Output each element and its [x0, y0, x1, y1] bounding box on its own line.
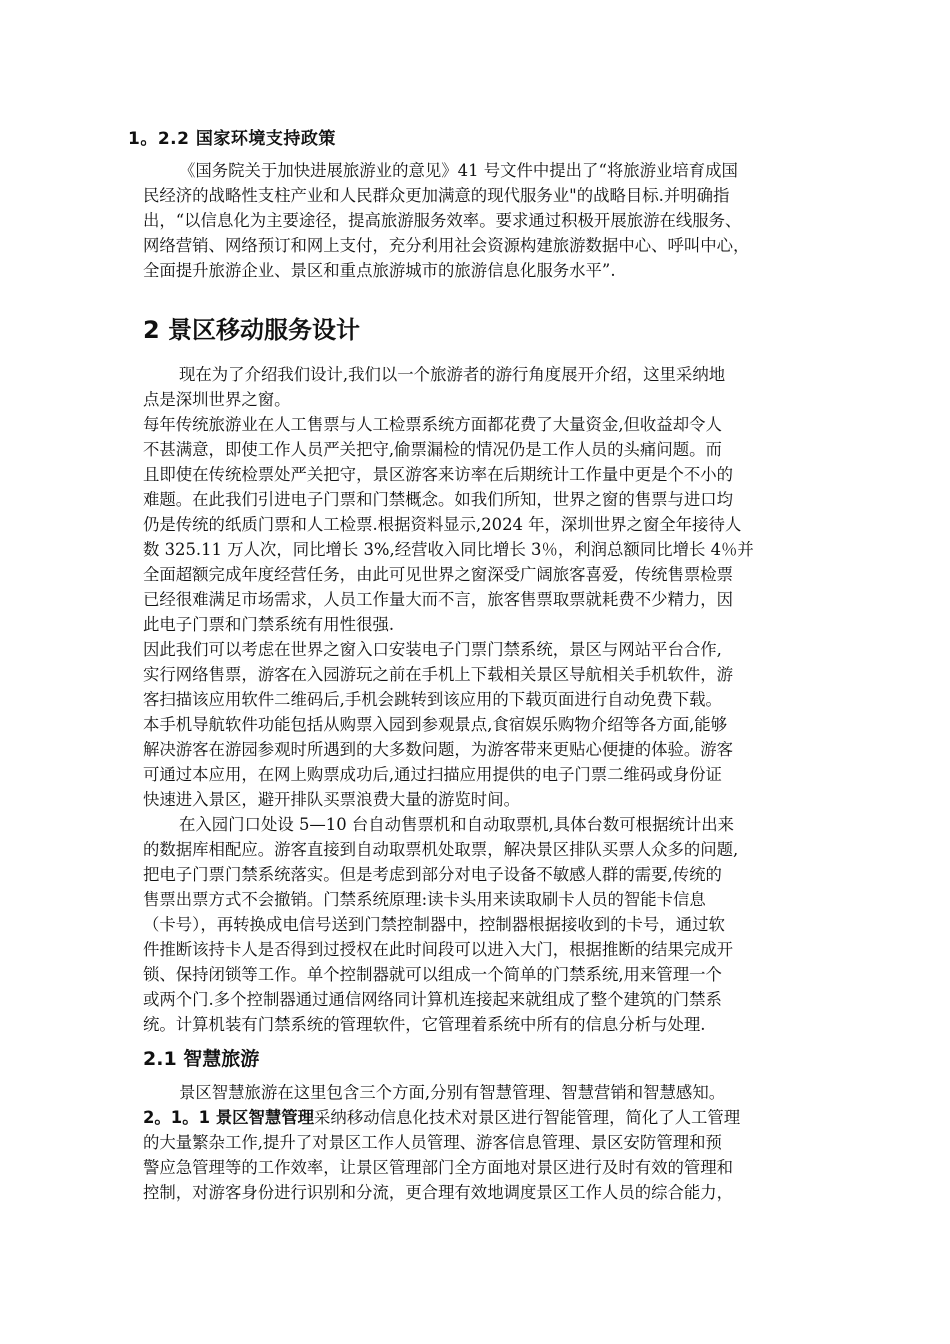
text-line: 在入园门口处设 5—10 台自动售票机和自动取票机,具体台数可根据统计出来	[179, 815, 735, 834]
section-2-1-body	[143, 1080, 843, 1205]
text-line: 的大量繁杂工作,提升了对景区工作人员管理、游客信息管理、景区安防管理和预	[143, 1133, 722, 1152]
text-line: 件推断该持卡人是否得到过授权在此时间段可以进入大门，根据推断的结果完成开	[143, 940, 734, 959]
text-line: 此电子门票和门禁系统有用性很强.	[143, 615, 395, 634]
text-line: 景区智慧旅游在这里包含三个方面,分别有智慧管理、智慧营销和智慧感知。	[179, 1083, 726, 1102]
chapter-heading-2: 2 景区移动服务设计	[143, 316, 361, 344]
text-run: 采纳移动信息化技术对景区进行智能管理，简化了人工管理	[314, 1108, 741, 1127]
text-line: 网络营销、网络预订和网上支付，充分利用社会资源构建旅游数据中心、呼叫中心，	[143, 236, 750, 255]
text-line: （卡号），再转换成电信号送到门禁控制器中，控制器根据接收到的卡号，通过软	[143, 915, 725, 934]
text-line: 控制，对游客身份进行识别和分流，更合理有效地调度景区工作人员的综合能力，	[143, 1183, 734, 1202]
text-line: 快速进入景区，避开排队买票浪费大量的游览时间。	[143, 790, 520, 809]
text-line: 警应急管理等的工作效率，让景区管理部门全方面地对景区进行及时有效的管理和	[143, 1158, 734, 1177]
text-line: 全面超额完成年度经营任务，由此可见世界之窗深受广阔旅客喜爱，传统售票检票	[143, 565, 734, 584]
text-line: 且即使在传统检票处严关把守，景区游客来访率在后期统计工作量中更是个不小的	[143, 465, 734, 484]
text-line: 已经很难满足市场需求，人员工作量大而不言，旅客售票取票就耗费不少精力，因	[143, 590, 734, 609]
text-line: 把电子门票门禁系统落实。但是考虑到部分对电子设备不敏感人群的需要,传统的	[143, 865, 722, 884]
text-line: 现在为了介绍我们设计,我们以一个旅游者的游行角度展开介绍，这里采纳地	[179, 365, 726, 384]
text-line: 可通过本应用，在网上购票成功后,通过扫描应用提供的电子门票二维码或身份证	[143, 765, 722, 784]
subsection-heading-2-1-1: 2。1。1 景区智慧管理	[143, 1108, 315, 1127]
text-line: 不甚满意，即使工作人员严关把守,偷票漏检的情况仍是工作人员的头痛问题。而	[143, 440, 722, 459]
text-line: 或两个门.多个控制器通过通信网络同计算机连接起来就组成了整个建筑的门禁系	[143, 990, 722, 1009]
policy-paragraph	[143, 158, 843, 283]
text-line: 的数据库相配应。游客直接到自动取票机处取票，解决景区排队买票人众多的问题,	[143, 840, 739, 859]
text-line: 统。计算机装有门禁系统的管理软件，它管理着系统中所有的信息分析与处理.	[143, 1015, 706, 1034]
text-line: 客扫描该应用软件二维码后,手机会跳转到该应用的下载页面进行自动免费下载。	[143, 690, 722, 709]
section-heading-1-2-2: 1。2.2 国家环境支持政策	[128, 129, 336, 149]
text-line	[143, 1105, 843, 1130]
text-line: 本手机导航软件功能包括从购票入园到参观景点,食宿娱乐购物介绍等各方面,能够	[143, 715, 728, 734]
text-line: 仍是传统的纸质门票和人工检票.根据资料显示,2024 年，深圳世界之窗全年接待人	[143, 515, 742, 534]
text-line: 点是深圳世界之窗。	[143, 390, 291, 409]
chapter-2-body	[143, 362, 843, 1037]
text-line: 出，“以信息化为主要途径，提高旅游服务效率。要求通过积极开展旅游在线服务、	[143, 211, 742, 230]
section-heading-2-1: 2.1 智慧旅游	[143, 1048, 260, 1070]
text-line: 全面提升旅游企业、景区和重点旅游城市的旅游信息化服务水平”.	[143, 261, 616, 280]
text-line: 《国务院关于加快进展旅游业的意见》41 号文件中提出了“将旅游业培育成国	[179, 161, 738, 180]
text-line: 数 325.11 万人次，同比增长 3%,经营收入同比增长 3％，利润总额同比增长 4％并	[143, 540, 754, 559]
text-line: 售票出票方式不会撤销。门禁系统原理:读卡头用来读取刷卡人员的智能卡信息	[143, 890, 706, 909]
text-line: 民经济的战略性支柱产业和人民群众更加满意的现代服务业"的战略目标.并明确指	[143, 186, 730, 205]
text-line: 解决游客在游园参观时所遇到的大多数问题，为游客带来更贴心便捷的体验。游客	[143, 740, 734, 759]
text-line: 每年传统旅游业在人工售票与人工检票系统方面都花费了大量资金,但收益却令人	[143, 415, 722, 434]
text-line: 难题。在此我们引进电子门票和门禁概念。如我们所知，世界之窗的售票与进口均	[143, 490, 734, 509]
text-line: 因此我们可以考虑在世界之窗入口安装电子门票门禁系统，景区与网站平台合作,	[143, 640, 722, 659]
text-line: 实行网络售票，游客在入园游玩之前在手机上下载相关景区导航相关手机软件，游	[143, 665, 734, 684]
text-line: 锁、保持闭锁等工作。单个控制器就可以组成一个简单的门禁系统,用来管理一个	[143, 965, 722, 984]
